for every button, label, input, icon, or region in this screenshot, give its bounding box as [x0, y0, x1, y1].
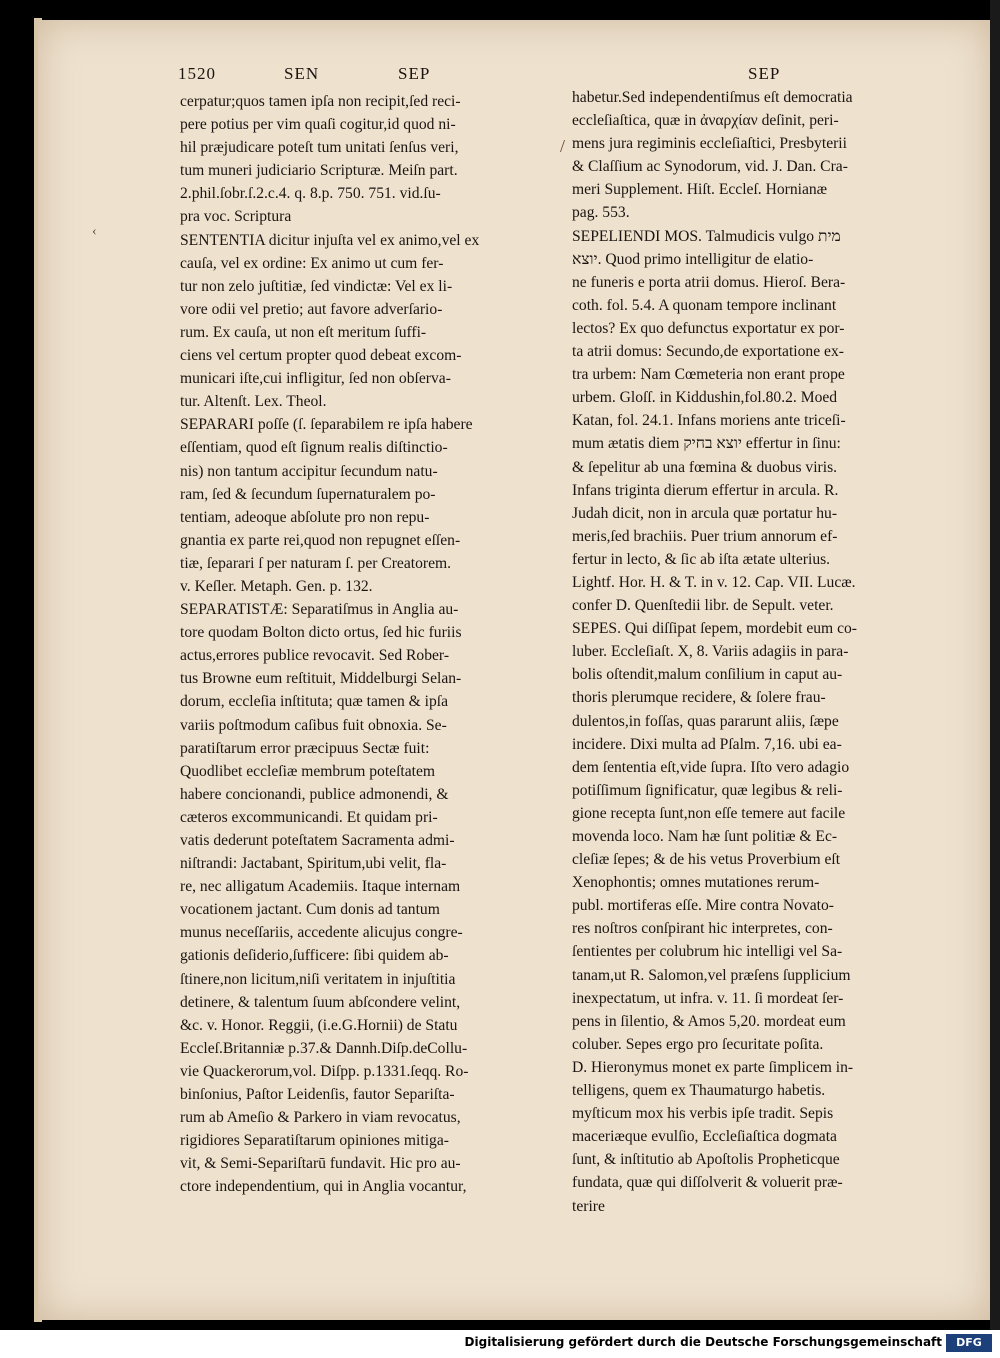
- text-line: pere potius per vim quaſi cogitur,id quod ni-: [180, 116, 456, 134]
- text-line: vocationem jactant. Cum donis ad tantum: [180, 901, 440, 919]
- text-line: tus Browne eum reſtituit, Middelburgi Selan-: [180, 670, 462, 688]
- text-line: res noſtros conſpirant hic interpretes, con-: [572, 920, 833, 938]
- text-line: mens jura regiminis eccleſiaſtici, Presbyterii: [572, 135, 847, 153]
- text-line: dem ſententia eſt,vide ſupra. Iſto vero adagio: [572, 758, 850, 776]
- text-line: cæteros excommunicandi. Et quidam pri-: [180, 808, 438, 826]
- text-line: tiæ, ſeparari ſ per naturam ſ. per Creatorem.: [180, 554, 452, 572]
- text-line: ſentientes per colubrum hic intelligi vel Sa-: [572, 943, 843, 961]
- text-line: binſonius, Paſtor Leidenſis, fautor Separiſta-: [180, 1086, 455, 1104]
- text-line: tum muneri judiciario Scripturæ. Meiſn part.: [180, 162, 458, 180]
- text-line: Judah dicit, non in arcula quæ portatur hu-: [572, 504, 838, 522]
- text-line: gnantia ex parte rei,quod non repugnet eſſen-: [180, 531, 461, 549]
- text-line: variis poſtmodum caſibus fuit obnoxia. Se-: [180, 716, 447, 734]
- text-line: vie Quackerorum,vol. Diſpp. p.1331.ſeqq. Ro-: [180, 1062, 469, 1080]
- text-line: municari iſte,cui infligitur, ſed non obſerva-: [180, 370, 451, 388]
- text-line: rum ab Ameſio & Parkero in viam revocatus,: [180, 1109, 461, 1127]
- text-line: terire: [572, 1197, 605, 1215]
- text-line: Lightf. Hor. H. & T. in v. 12. Cap. VII. Lucæ.: [572, 573, 856, 591]
- text-line: confer D. Quenſtedii libr. de Sepult. veter.: [572, 597, 834, 615]
- text-line: tore quodam Bolton dicto ortus, ſed hic furiis: [180, 624, 462, 642]
- text-line: publ. mortiferas eſſe. Mire contra Novato-: [572, 897, 834, 915]
- text-line: movenda loco. Nam hæ ſunt politiæ & Ec-: [572, 828, 838, 845]
- text-line: re, nec alligatum Academiis. Itaque internam: [180, 878, 461, 896]
- text-line: & ſepelitur ab una fœmina & duobus viris.: [572, 458, 838, 476]
- text-line: luber. Eccleſiaſt. X, 8. Variis adagiis in para-: [572, 643, 849, 661]
- text-line: Eccleſ.Britanniæ p.37.& Dannh.Diſp.deCollu-: [180, 1039, 468, 1057]
- text-line: myſticum mox his verbis ipſe tradit. Sepis: [572, 1105, 834, 1123]
- footer-credit: Digitalisierung gefördert durch die Deutsche Forschungsgemeinschaft: [464, 1335, 942, 1349]
- text-line: ne funeris e porta atrii domus. Hieroſ. Bera-: [572, 273, 846, 291]
- text-line: maceriæque evulſio, Eccleſiaſtica dogmata: [572, 1128, 837, 1146]
- text-line: habetur.Sed independentiſmus eſt democratia: [572, 89, 853, 106]
- text-line: tentiam, adeoque abſolute pro non repu-: [180, 508, 430, 526]
- text-line: dulentos,in foſſas, quas pararunt aliis, ſæpe: [572, 712, 839, 730]
- text-line: pens in ſilentio, & Amos 5,20. mordeat eum: [572, 1012, 846, 1030]
- text-line: vit, & Semi-Separiſtarū fundavit. Hic pro au-: [180, 1155, 461, 1173]
- text-line: eſſentiam, quod eſt ſignum realis diſtinctio-: [180, 439, 448, 457]
- text-line: fundata, quæ qui diſſolverit & voluerit præ-: [572, 1174, 843, 1192]
- text-line: coluber. Sepes ergo pro ſecuritate poſita.: [572, 1035, 824, 1053]
- margin-mark: /: [560, 136, 566, 156]
- text-line: gationis deſiderio,ſufficere: ſibi quidem ab-: [180, 947, 449, 965]
- text-line: potiſſimum ſignificatur, quæ legibus & reli-: [572, 781, 843, 799]
- text-line: & Claſſium ac Synodorum, vid. J. Dan. Cra-: [572, 158, 848, 176]
- text-line: 2.phil.ſobr.ſ.2.c.4. q. 8.p. 750. 751. vid.ſu-: [180, 185, 441, 203]
- text-line: bolis oſtendit,malum conſilium in caput au-: [572, 666, 843, 684]
- text-line: thoris plerumque recidere, & ſolere frau-: [572, 689, 826, 707]
- text-line: meri Supplement. Hiſt. Eccleſ. Hornianæ: [572, 181, 828, 199]
- text-line: actus,errores publice revocavit. Sed Rober-: [180, 647, 450, 665]
- text-line: habere concionandi, publice admonendi, &: [180, 785, 449, 803]
- text-line: vatis dederunt poteſtatem Sacramenta admi-: [180, 832, 455, 849]
- text-line: SEPELIENDI MOS. Talmudicis vulgo מית: [572, 227, 841, 245]
- text-line: &c. v. Honor. Reggii, (i.e.G.Hornii) de Statu: [180, 1016, 458, 1034]
- text-line: niſtrandi: Jactabant, Spiritum,ubi velit, fla-: [180, 855, 447, 873]
- text-line: Quodlibet eccleſiæ membrum poteſtatem: [180, 762, 436, 780]
- text-line: יוצא. Quod primo intelligitur de elatio-: [572, 250, 814, 268]
- text-line: urbem. Gloſſ. in Kiddushin,fol.80.2. Moed: [572, 389, 838, 407]
- text-line: ſtinere,non licitum,niſi veritatem in injuſtitia: [180, 970, 456, 988]
- text-line: eccleſiaſtica, quæ in ἀναρχίαν deſinit, peri-: [572, 112, 839, 130]
- text-line: incidere. Dixi multa ad Pſalm. 7,16. ubi ea-: [572, 735, 842, 753]
- text-line: tur. Altenſt. Lex. Theol.: [180, 393, 327, 411]
- text-line: pra voc. Scriptura: [180, 208, 292, 226]
- text-line: ciens vel certum propter quod debeat excom-: [180, 347, 462, 365]
- margin-mark: ‹: [92, 224, 97, 239]
- text-line: paratiſtarum error præcipuus Sectæ fuit:: [180, 739, 430, 757]
- text-line: rigidiores Separatiſtarum opiniones mitiga-: [180, 1132, 449, 1150]
- text-line: cauſa, vel ex ordine: Ex animo ut cum fer-: [180, 254, 444, 272]
- running-head-left-2: SEP: [398, 64, 431, 83]
- right-text-column: [572, 86, 964, 1218]
- text-line: pag. 553.: [572, 204, 630, 222]
- text-line: vore odii vel pretio; aut favore adverſario-: [180, 300, 443, 318]
- text-line: ram, ſed & ſecundum ſupernaturalem po-: [180, 485, 436, 503]
- text-line: SEPARARI poſſe (ſ. ſeparabilem re ipſa habere: [180, 416, 473, 434]
- text-line: rum. Ex cauſa, ut non eſt meritum ſuffi-: [180, 323, 427, 341]
- text-line: v. Keſler. Metaph. Gen. p. 132.: [180, 577, 373, 595]
- text-line: SEPES. Qui diſſipat ſepem, mordebit eum co-: [572, 620, 857, 638]
- text-line: mum ætatis diem יוצא בחיק effertur in ſinu:: [572, 435, 841, 453]
- footer-bar: [0, 1330, 1000, 1358]
- text-line: Xenophontis; omnes mutationes rerum-: [572, 874, 820, 892]
- page-number: 1520: [178, 64, 216, 83]
- text-line: ctore independentium, qui in Anglia vocantur,: [180, 1178, 467, 1196]
- text-line: SENTENTIA dicitur injuſta vel ex animo,vel ex: [180, 231, 480, 249]
- text-line: telligens, quem ex Thaumaturgo habetis.: [572, 1082, 826, 1100]
- text-line: fertur in lecto, & ſic ab iſta ætate ulterius.: [572, 550, 831, 568]
- text-line: ſunt, & inſtitutio ab Apoſtolis Propheticque: [572, 1151, 840, 1169]
- text-line: ta atrii domus: Secundo,de exportatione ex-: [572, 343, 844, 361]
- text-line: tanam,ut R. Salomon,vel præſens ſupplicium: [572, 966, 851, 984]
- scan-ruler: [990, 0, 1000, 1330]
- running-head-right: SEP: [748, 64, 781, 83]
- text-line: cerpatur;quos tamen ipſa non recipit,ſed reci-: [180, 93, 461, 110]
- text-line: coth. fol. 5.4. A quonam tempore inclinant: [572, 296, 837, 314]
- left-text-column: [180, 90, 565, 1199]
- text-line: D. Hieronymus monet ex parte ſimplicem in-: [572, 1058, 854, 1076]
- text-line: hil præjudicare poteſt tum unitati ſenſus veri,: [180, 139, 459, 157]
- text-line: munus neceſſariis, accedente alicujus congre-: [180, 924, 463, 942]
- text-line: Infans triginta dierum effertur in arcula. R.: [572, 481, 839, 499]
- text-line: gione recepta ſunt,non eſſe temere aut facile: [572, 804, 846, 822]
- text-line: dorum, eccleſia inſtituta; quæ tamen & ipſa: [180, 693, 449, 711]
- text-line: lectos? Ex quo defunctus exportatur ex por-: [572, 319, 845, 337]
- text-line: tur non zelo juſtitiæ, ſed vindictæ: Vel ex li-: [180, 277, 453, 295]
- text-line: meris,ſed brachiis. Puer trium annorum ef-: [572, 527, 838, 545]
- dfg-logo: DFG: [946, 1334, 992, 1352]
- text-line: nis) non tantum accipitur ſecundum natu-: [180, 462, 438, 480]
- running-head-left-1: SEN: [284, 64, 320, 83]
- text-line: inexpectatum, ut infra. v. 11. ſi mordeat ſer-: [572, 989, 844, 1007]
- text-line: tra urbem: Nam Cœmeteria non erant prope: [572, 366, 845, 384]
- text-line: SEPARATISTÆ: Separatiſmus in Anglia au-: [180, 601, 459, 619]
- text-line: detinere, & talentum ſuum abſcondere velint,: [180, 993, 461, 1011]
- text-line: cleſiæ ſepes; & de his vetus Proverbium eſt: [572, 851, 841, 869]
- text-line: Katan, fol. 24.1. Infans moriens ante triceſi-: [572, 412, 846, 430]
